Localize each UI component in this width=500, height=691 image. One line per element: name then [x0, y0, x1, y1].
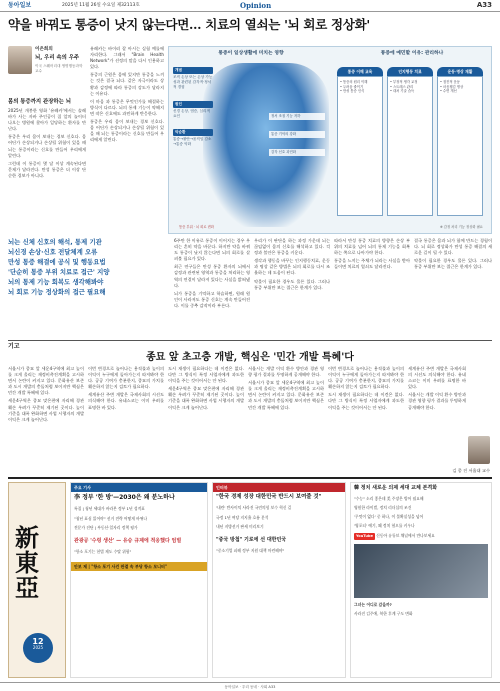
author-affiliation: 이국 스웨어리대 생명행동과학 교수: [35, 64, 83, 73]
body-column-2: [90, 46, 164, 234]
column-subhead: 몸의 통증까지 관장하는 뇌: [8, 99, 71, 105]
body-column-3: [174, 238, 250, 336]
paragraph: 통증을 느끼는 주체가 뇌라는 사실을 받아들이면 치료의 열쇠도 달라진다.: [334, 258, 410, 270]
paragraph: 통증은 우리 몸이 보내는 경보 신호다. 몸 어딘가 손상되거나 손상될 위험이 있을 때 뇌는 통증이라는 신호를 만들어 우리에게 알린다.: [8, 134, 86, 158]
op-ed-byline: 김 종 진 서울대 교수: [452, 468, 490, 473]
quote-line: 뇌는 신체 신호의 해석, 통제 기관: [8, 238, 102, 246]
infographic-item: 악순환 통증→불안→움직임 감소→통증 악화: [173, 130, 212, 146]
paragraph: 이번 변경으로 늘어나는 용적률과 높이의 이익이 누구에게 돌아가는지 따져봐야 한다. 공공 기여가 충분한지, 종묘의 가치를 훼손하지 않는지 검토가 필요하다.: [88, 366, 164, 390]
ad-headline[interactable]: "중국 방첩" 기로에 선 대한민국: [216, 537, 287, 544]
paragraph: 2025년 개봉한 영화 '유레카'에서는 솔레바가 사는 자바 주인공이 집 앞의 놀이터 나오는 병원에 찾아가 일당하는 환자를 만난다.: [8, 108, 86, 132]
ad-item[interactable]: "수능" 소리 좋은데 美 주장은 방어 필요해: [354, 495, 424, 501]
issue-date: 2025년 11월 26일 수요일 제32113호: [62, 3, 140, 8]
infographic-item: 원인 신경 손상, 염증, 심리적 요인: [173, 101, 213, 119]
infographic-note: 통증 기억의 강화: [269, 131, 325, 138]
ad-band: 인터뷰: [213, 483, 345, 492]
author-avatar: [8, 46, 32, 74]
magazine-logo[interactable]: [8, 482, 66, 678]
ad-item[interactable]: '내란' 반사이익 사라진 국민의힘 보수 혁신 길: [216, 505, 292, 511]
ad-item[interactable]: '영포티' 얘기, 왜 정치 혐오를 키우나: [354, 523, 415, 529]
paragraph: 세계유산 주변 개발은 국제사회의 시선도 의식해야 한다. 유네스코는 이미 우려를 표명한 바 있다.: [88, 392, 164, 410]
paragraph: 유레카는 바이러 잘 아시는 실험 예를에 자리한다. 그래서 "Brain Health Network"가 선정의 말을 다시 인용하고 있다.: [90, 46, 164, 70]
ad-item[interactable]: 영원한 라이벌, 정치 리더십의 조건: [354, 504, 412, 510]
ad-item[interactable]: 내년 지방선거 판세 미리보기: [216, 524, 264, 530]
ad-headline[interactable]: 韓 정치 새로운 의제 세대 교체 본격화: [354, 485, 438, 491]
infographic-note: 감각 신호 과민화: [269, 149, 325, 156]
op-ed-author-avatar: [468, 436, 490, 464]
infographic-note: 정서 조절 기능 저하: [269, 113, 325, 120]
paragraph: 그런데 이 통증이 몇 달 이상 계속된다면 문제가 달라진다. 만성 통증은 더 이상 단순한 경보가 아니다.: [8, 160, 86, 178]
ad-band[interactable]: 안보 제 | "항소 포기 사건 판결 속 부당 항소 모니터": [71, 562, 207, 571]
treatment-category: [437, 67, 483, 216]
ad-column-1: [70, 482, 208, 678]
op-ed-headline: 종묘 앞 초고층 개발, 핵심은 '민간 개발 특혜'다: [146, 352, 354, 363]
paragraph: 도시 재생이 필요하다는 데 이견은 없다. 다만 그 방식이 특정 사업자에게 과도한 이익을 주는 것이어서는 안 된다.: [168, 366, 244, 384]
ad-item[interactable]: "중소기업 피해 정부 지원 대책 마련해야": [216, 547, 285, 553]
body-column-6: [414, 238, 492, 336]
ad-headline[interactable]: 李 정부 '한 방'—2030은 왜 분노하나: [74, 494, 175, 502]
ad-headline[interactable]: "한국 경제 성장 대한민국 반드시 보여줄 것": [216, 494, 322, 501]
category-body: • 통증의 원리 이해 • 두려움 줄이기 • 만성 통증 인식: [337, 76, 383, 216]
infographic-left-title: 통증이 일상생활에 미치는 영향: [218, 51, 284, 56]
ad-item[interactable]: 국정 1년 여당 지지율 흐름 분석: [216, 514, 269, 520]
ad-divider: [8, 477, 492, 479]
issue-badge: 12 2025: [23, 633, 53, 663]
ad-item[interactable]: '무엇이 없다' 중 하나, 이 불확실성을 넘어: [354, 514, 424, 520]
infographic-footnote: ※ 감정 처리 기능 정상화 필요: [439, 224, 483, 229]
ad-item[interactable]: 특집 | 청년 세대가 바라본 정부 1년 성적표: [74, 506, 145, 512]
paragraph: 세운4구역은 종묘 맞은편에 자리해 경관 훼손 우려가 꾸준히 제기된 곳이다. 높이 기준을 대폭 완화하면 사업 시행자의 개발 이익은 크게 늘어난다.: [8, 398, 84, 422]
paragraph: 이번 변경으로 늘어나는 용적률과 높이의 이익이 누구에게 돌아가는지 따져봐야 한다. 공공 기여가 충분한지, 종묘의 가치를 훼손하지 않는지 검토가 필요하다.: [328, 366, 404, 390]
treatment-category: [337, 67, 383, 216]
paragraph: 세운4구역은 종묘 맞은편에 자리해 경관 훼손 우려가 꾸준히 제기된 곳이다. 높이 기준을 대폭 완화하면 사업 시행자의 개발 이익은 크게 늘어난다.: [168, 386, 244, 410]
human-body-figure: [203, 63, 329, 227]
magazine-ad[interactable]: [0, 480, 500, 680]
youtube-channel: 신동아 유튜브 채널에서 만나보세요: [376, 532, 435, 538]
ad-item[interactable]: 전문가 진단 | 부동산·일자리 정책 평가: [74, 524, 138, 530]
category-head: 인지행동 치료: [387, 67, 433, 76]
ad-column-3: [350, 482, 492, 678]
quote-line: '단순히 통증 부위 치료로 접근' 지양: [8, 267, 110, 276]
paragraph: 서울시는 개발 이익 환수 방안과 경관 영향 평가 결과를 투명하게 공개해야 한다.: [408, 392, 466, 410]
op-ed-column-6: [408, 366, 466, 474]
body-column-4: [254, 238, 330, 336]
paragraph: 통증은 우리 몸이 보내는 경보 신호다. 몸 어딘가 손상되거나 손상될 위험이 있을 때 뇌는 통증이라는 신호를 만들어 우리에게 알린다.: [90, 119, 164, 143]
infographic-right-title: 통증에 예민할 이유: 관리하나: [380, 51, 444, 56]
video-thumbnail[interactable]: [354, 544, 488, 598]
category-body: • 점진적 운동 • 마음챙김 명상 • 수면 개선: [437, 76, 483, 216]
ad-headline[interactable]: 관광공 '수렁 생산' — 유승 규제에 적응했다 엄벌: [74, 538, 182, 545]
category-body: • 부정적 생각 교정 • 스트레스 관리 • 대처 기술 습득: [387, 76, 433, 216]
op-ed-column-1: [8, 366, 84, 474]
quote-line: 뇌신경 손상·신호 전달체계 오류: [8, 247, 98, 256]
magazine-title: 新 東 亞: [15, 523, 39, 603]
ad-band: 주요 기사: [71, 483, 207, 492]
paragraph: 따라서 만성 통증 치료의 방향은 손상 부위의 치료를 넘어 뇌의 통제 기능을 회복하는 쪽으로 나아가야 한다.: [334, 238, 410, 256]
paragraph: 서울시가 종묘 앞 세운4구역에 최고 높이를 크게 올리는 재정비촉진계획을 고시하면서 논란이 커지고 있다. 문화유산 보존과 도시 개발의 충돌처럼 보이지만 핵심은 민간 개발 특혜에 있다.: [8, 366, 84, 396]
infographic-item: 개념 조직 손상 또는 손상 가능성과 관련된 감각적·정서적 경험: [173, 68, 213, 89]
op-ed-column-3: [168, 366, 244, 474]
newspaper-logo[interactable]: 동아일보: [8, 2, 32, 9]
paragraph: 서울시는 개발 이익 환수 방안과 경관 영향 평가 결과를 투명하게 공개해야 한다.: [248, 366, 324, 378]
op-ed-column-2: [88, 366, 164, 474]
ad-column-2: [212, 482, 346, 678]
body-column-5: [334, 238, 410, 336]
video-caption-sub: 사라진 김주애, 북한 후계 구도 변화: [354, 611, 413, 617]
paragraph: 통증의 근원은 몸에 있지만 통증을 느끼는 것은 결국 뇌다. 같은 자극이라도 상황과 감정에 따라 통증의 강도가 달라지는 이유다.: [90, 72, 164, 96]
ad-item[interactable]: "청년 표심 읽어야" 선거 전략 어떻게 바뀌나: [74, 515, 148, 521]
paragraph: 이 마음 과 통증은 무엇인가를 해결하는 방식이 다르다. 뇌의 통제 기능이 약해지면 작은 신호에도 과민하게 반응한다.: [90, 98, 164, 116]
body-column-1: [8, 108, 86, 234]
masthead: [0, 0, 500, 12]
page-footer: 동아일보 · 우리 동네 · 사회 A33: [0, 682, 500, 691]
quote-line: 뇌의 통제 기능 회복도 생각해봐야: [8, 277, 104, 286]
youtube-icon[interactable]: YouTube: [354, 533, 375, 540]
op-ed-column-4: [248, 366, 324, 474]
main-headline: 약을 바꿔도 통증이 낫지 않는다면… 치료의 열쇠는 '뇌 회로 정상화': [8, 17, 370, 32]
author-name: 이은희의: [35, 47, 53, 52]
paragraph: 6주만 한 이유로 통증이 이어지는 경우 우리는 흔히 약을 바꾼다. 하지만 약을 바꿔도 통증이 낫지 않는다면 뇌의 회로를 살펴볼 필요가 있다.: [174, 238, 250, 262]
quote-line: 뇌 회로 기능 정상화의 접근 필요해: [8, 287, 106, 296]
section-tag: 기고: [8, 343, 20, 350]
infographic-legend: 통증 부위 · 뇌 회로 변화: [179, 224, 214, 229]
paragraph: 약물이 필요한 경우도 물론 있다. 그러나 통증 부위만 보는 접근은 한계가 있다.: [254, 278, 330, 290]
paragraph: 세계유산 주변 개발은 국제사회의 시선도 의식해야 한다. 유네스코는 이미 우려를 표명한 바 있다.: [408, 366, 466, 390]
paragraph: 약물이 필요한 경우도 물론 있다. 그러나 통증 부위만 보는 접근은 한계가 있다.: [414, 258, 492, 270]
paragraph: 결국 통증은 몸과 뇌가 함께 만드는 경험이다. 뇌 회로 정상화가 만성 통증 해결의 새로운 길이 될 수 있다.: [414, 238, 492, 256]
section-divider: [8, 340, 492, 341]
infographic-right: [335, 51, 489, 231]
video-caption: 그녀는 어디로 갔을까?: [354, 601, 392, 607]
author-box: [8, 46, 86, 96]
treatment-category: [387, 67, 433, 216]
youtube-row[interactable]: [351, 531, 491, 542]
page-number: A33: [476, 1, 492, 9]
paragraph: 생각과 행동을 바꾸는 인지행동치료, 운동과 명상 같은 방법은 뇌의 회로를 다시 조율하는 데 도움이 된다.: [254, 258, 330, 276]
paragraph: 뇌가 통증을 기억하고 학습하면, 원래 원인이 사라져도 통증 신호는 계속 만들어진다. 이를 중추 감작이라 부른다.: [174, 290, 250, 308]
paragraph: 서울시가 종묘 앞 세운4구역에 최고 높이를 크게 올리는 재정비촉진계획을 고시하면서 논란이 커지고 있다. 문화유산 보존과 도시 개발의 충돌처럼 보이지만 핵심은 민간 개발 특혜에 있다.: [248, 380, 324, 410]
paragraph: 우리가 이 판단을 하는 과정 가운데 뇌는 끊임없이 몸의 신호를 해석하고 있다. 걱정과 불안은 통증을 키운다.: [254, 238, 330, 256]
ad-item[interactable]: "항소 포기는 헌법 제도 수탈 위험": [74, 548, 132, 554]
category-head: 통증 이해 교육: [337, 67, 383, 76]
op-ed-column-5: [328, 366, 404, 474]
paragraph: 최근 연구들은 만성 통증 환자의 뇌에서 감정과 관련된 영역과 통증을 처리하는 영역의 연결이 달라져 있다는 사실을 밝혀냈다.: [174, 264, 250, 288]
category-head: 운동·명상 재활: [437, 67, 483, 76]
infographic-left: [173, 51, 329, 231]
pull-quote: [8, 238, 168, 298]
section-title: Opinion: [240, 1, 272, 10]
infographic: [168, 46, 492, 234]
paragraph: 도시 재생이 필요하다는 데 이견은 없다. 다만 그 방식이 특정 사업자에게 과도한 이익을 주는 것이어서는 안 된다.: [328, 392, 404, 410]
column-title: 뇌, 우리 속의 우주: [35, 55, 80, 61]
quote-line: 만성 통증 해결에 공식 및 행동요법: [8, 257, 106, 266]
